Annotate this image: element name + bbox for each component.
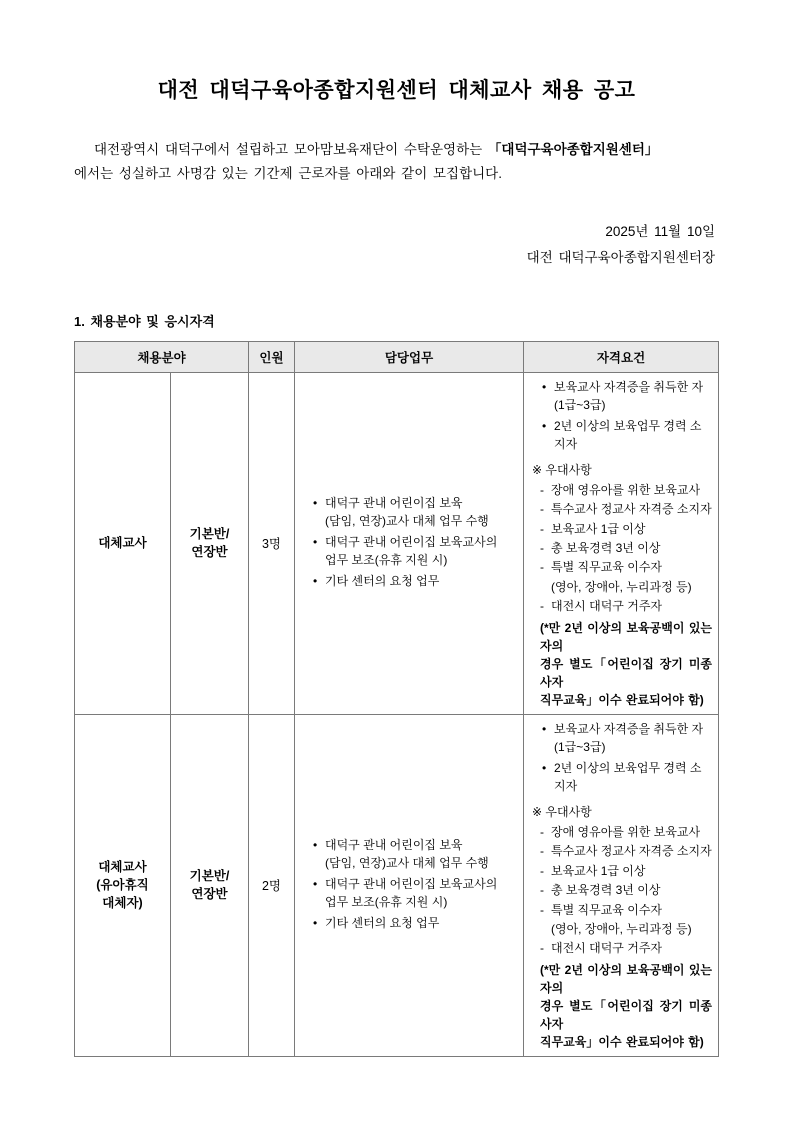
cell-field: 대체교사 bbox=[75, 372, 171, 714]
qualification-note bbox=[530, 619, 712, 709]
preference-list bbox=[530, 824, 712, 958]
list-item bbox=[315, 533, 517, 569]
qualification-note bbox=[530, 961, 712, 1051]
duty-main: 대덕구 관내 어린이집 보육교사의 bbox=[325, 876, 498, 891]
intro-paragraph bbox=[74, 138, 719, 185]
duty-main: 기타 센터의 요청 업무 bbox=[325, 573, 440, 588]
qualification-list bbox=[530, 378, 712, 453]
note-line: 직무교육」이수 완료되어야 함) bbox=[540, 692, 704, 707]
list-item: - 장애 영유아를 위한 보육교사 bbox=[540, 824, 712, 841]
announcement-date: 2025년 11월 10일 bbox=[605, 224, 715, 240]
qualification-list bbox=[530, 720, 712, 795]
list-item: - 보육교사 1급 이상 bbox=[540, 521, 712, 538]
cell-class-line2: 연장반 bbox=[191, 887, 228, 902]
list-item: (영아, 장애아, 누리과정 등) bbox=[551, 579, 692, 594]
table-header bbox=[75, 341, 719, 372]
list-item bbox=[315, 572, 517, 590]
duty-main: 대덕구 관내 어린이집 보육 bbox=[325, 837, 463, 852]
duty-sub: 업무 보조(유휴 지원 시) bbox=[325, 894, 448, 909]
list-item: - 특수교사 정교사 자격증 소지자 bbox=[540, 501, 712, 518]
th-field: 채용분야 bbox=[75, 341, 249, 372]
list-item: - 총 보육경력 3년 이상 bbox=[540, 540, 712, 557]
cell-qualifications bbox=[524, 714, 719, 1056]
cell-class bbox=[171, 372, 249, 714]
th-duty: 담당업무 bbox=[295, 341, 524, 372]
cell-duties bbox=[295, 372, 524, 714]
list-item bbox=[315, 875, 517, 911]
preference-heading: ※ 우대사항 bbox=[532, 804, 592, 819]
cell-duties bbox=[295, 714, 524, 1056]
list-item: (영아, 장애아, 누리과정 등) bbox=[551, 922, 692, 936]
intro-line-2: 에서는 성실하고 사명감 있는 기간제 근로자를 아래와 같이 모집합니다. bbox=[74, 165, 502, 181]
list-item bbox=[315, 914, 517, 932]
cell-count: 3명 bbox=[249, 372, 295, 714]
list-item bbox=[315, 836, 517, 872]
table-row bbox=[75, 714, 719, 1056]
list-item bbox=[544, 417, 712, 453]
qual-main: 보육교사 자격증을 취득한 자 bbox=[554, 379, 704, 394]
note-line: (*만 2년 이상의 보육공백이 있는 자의 bbox=[540, 962, 712, 995]
table-header-row bbox=[75, 341, 719, 372]
th-count: 인원 bbox=[249, 341, 295, 372]
qual-main: 2년 이상의 보육업무 경력 소지자 bbox=[554, 418, 702, 451]
qual-sub: (1급~3급) bbox=[554, 739, 606, 754]
cell-field-line2: (유아휴직 bbox=[96, 878, 149, 893]
duty-main: 대덕구 관내 어린이집 보육 bbox=[325, 495, 463, 510]
duty-sub: (담임, 연장)교사 대체 업무 수행 bbox=[325, 513, 489, 528]
list-item bbox=[544, 378, 712, 414]
note-line: 경우 별도「어린이집 장기 미종사자 bbox=[540, 656, 712, 689]
cell-field bbox=[75, 714, 171, 1056]
preference-list bbox=[530, 482, 712, 616]
cell-class-line2: 연장반 bbox=[191, 545, 228, 560]
date-block bbox=[74, 219, 719, 270]
qual-main: 보육교사 자격증을 취득한 자 bbox=[554, 721, 704, 736]
duty-main: 기타 센터의 요청 업무 bbox=[325, 915, 440, 930]
duty-main: 대덕구 관내 어린이집 보육교사의 bbox=[325, 534, 498, 549]
list-item: - 특별 직무교육 이수자 bbox=[540, 902, 712, 919]
section-1-heading: 1. 채용분야 및 응시자격 bbox=[74, 313, 215, 329]
list-item: - 특별 직무교육 이수자 bbox=[540, 559, 712, 576]
duty-sub: 업무 보조(유휴 지원 시) bbox=[325, 552, 448, 567]
table-row bbox=[75, 372, 719, 714]
preference-heading: ※ 우대사항 bbox=[532, 462, 592, 477]
cell-field-line3: 대체자) bbox=[102, 896, 143, 911]
cell-count: 2명 bbox=[249, 714, 295, 1056]
list-item: - 특수교사 정교사 자격증 소지자 bbox=[540, 843, 712, 860]
note-line: 경우 별도「어린이집 장기 미종사자 bbox=[540, 998, 712, 1031]
duty-list bbox=[301, 494, 517, 590]
cell-class-line1: 기본반/ bbox=[189, 526, 230, 541]
list-item bbox=[544, 759, 712, 795]
intro-line-1: 대전광역시 대덕구에서 설립하고 모아맘보육재단이 수탁운영하는 「대덕구육아종합지원센터」 bbox=[94, 142, 659, 157]
recruitment-table bbox=[74, 341, 719, 1057]
page-title: 대전 대덕구육아종합지원센터 대체교사 채용 공고 bbox=[157, 79, 636, 102]
qual-sub: (1급~3급) bbox=[554, 397, 606, 412]
cell-qualifications bbox=[524, 372, 719, 714]
issuer-name: 대전 대덕구육아종합지원센터장 bbox=[526, 249, 715, 265]
table-body bbox=[75, 372, 719, 1056]
list-item: - 총 보육경력 3년 이상 bbox=[540, 882, 712, 899]
list-item bbox=[315, 494, 517, 530]
cell-class bbox=[171, 714, 249, 1056]
cell-class-line1: 기본반/ bbox=[189, 869, 230, 884]
duty-list bbox=[301, 836, 517, 932]
note-line: 직무교육」이수 완료되어야 함) bbox=[540, 1034, 704, 1049]
qual-main: 2년 이상의 보육업무 경력 소지자 bbox=[554, 760, 702, 793]
list-item: - 대전시 대덕구 거주자 bbox=[540, 598, 712, 615]
th-qualification: 자격요건 bbox=[524, 341, 719, 372]
list-item bbox=[544, 720, 712, 756]
center-name-emphasis: 「대덕구육아종합지원센터」 bbox=[487, 142, 659, 157]
list-item: - 보육교사 1급 이상 bbox=[540, 863, 712, 880]
note-line: (*만 2년 이상의 보육공백이 있는 자의 bbox=[540, 620, 712, 653]
cell-field-line1: 대체교사 bbox=[98, 860, 147, 875]
list-item: - 대전시 대덕구 거주자 bbox=[540, 940, 712, 957]
duty-sub: (담임, 연장)교사 대체 업무 수행 bbox=[325, 855, 489, 870]
list-item: - 장애 영유아를 위한 보육교사 bbox=[540, 482, 712, 499]
